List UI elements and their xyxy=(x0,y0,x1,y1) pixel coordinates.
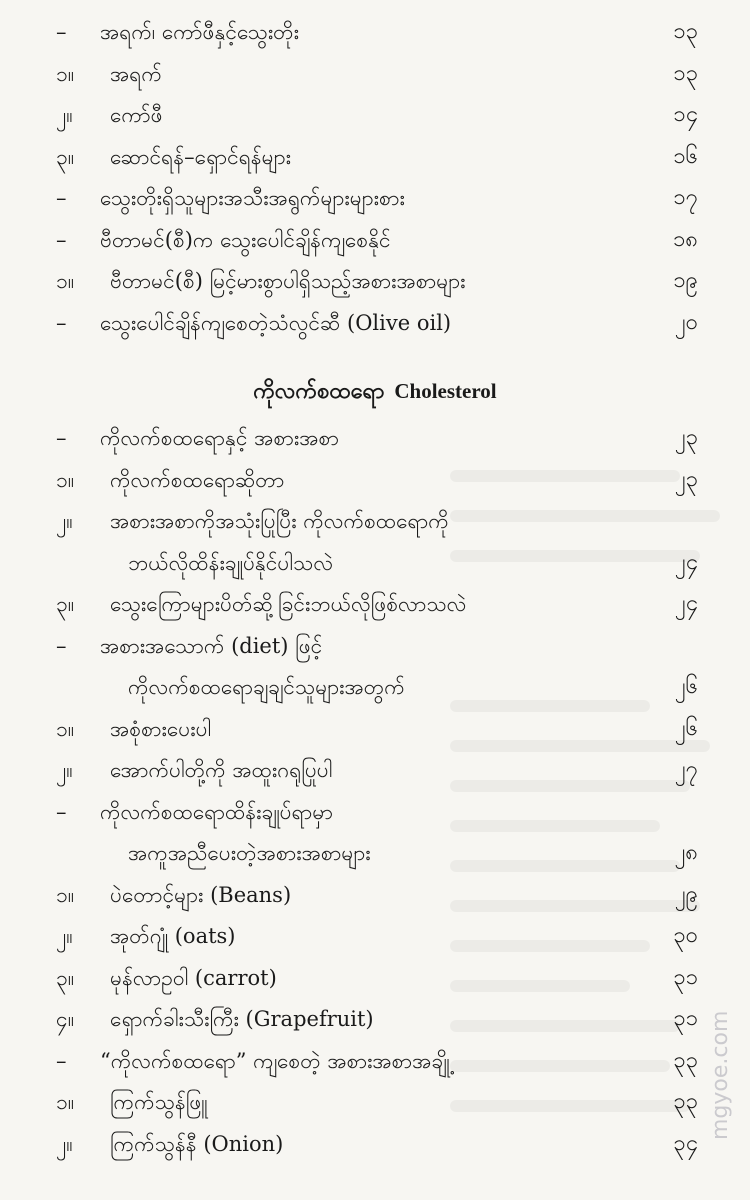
toc-entry xyxy=(0,93,750,137)
entry-title: ကော်ဖီ xyxy=(110,103,163,127)
toc-entry xyxy=(0,541,750,585)
entry-title: သွေးကြောများပိတ်ဆို့ခြင်းဘယ်လိုဖြစ်လာသလဲ xyxy=(110,592,467,616)
toc-entry xyxy=(0,499,750,543)
entry-title: သွေးပေါင်ချိန်ကျစေတဲ့သံလွင်ဆီ (Olive oil) xyxy=(100,310,452,335)
toc-entry xyxy=(0,956,750,1000)
entry-page-number: ၂၆ xyxy=(674,715,698,741)
entry-title: ကြက်သွန်ဖြူ xyxy=(110,1090,208,1114)
entry-title: အစုံစားပေးပါ xyxy=(110,716,212,741)
entry-page-number: ၃၄ xyxy=(673,1130,698,1156)
entry-number: ၃။ xyxy=(56,592,75,616)
entry-title: ဗီတာမင်(စီ)က သွေးပေါင်ချိန်ကျစေနိုင် xyxy=(100,227,391,252)
entry-title: အောက်ပါတို့ကို အထူးဂရုပြုပါ xyxy=(110,758,333,782)
entry-title: အစားအစာကိုအသုံးပြုပြီး ကိုလက်စထရောကို xyxy=(110,509,449,533)
toc-entry xyxy=(0,218,750,262)
entry-number: ၂။ xyxy=(56,924,73,948)
entry-page-number: ၁၈ xyxy=(673,226,698,252)
entry-title: ဗီတာမင်(စီ) မြင့်မားစွာပါရှိသည့်အစားအစာများ xyxy=(110,269,466,293)
entry-title: ပဲတောင့်များ (Beans) xyxy=(110,882,292,907)
toc-entry xyxy=(0,1039,750,1083)
toc-entry xyxy=(0,10,750,54)
entry-dash: – xyxy=(56,20,67,44)
entry-page-number: ၁၄ xyxy=(673,102,698,127)
entry-title: အရက်၊ ကော်ဖီနှင့်သွေးတိုး xyxy=(100,20,299,44)
entry-page-number: ၁၉ xyxy=(673,268,698,293)
entry-page-number: ၂၄ xyxy=(674,591,698,616)
entry-page-number: ၂၇ xyxy=(674,757,698,782)
entry-title: ဆောင်ရန်–ရှောင်ရန်များ xyxy=(110,144,291,169)
toc-entry xyxy=(0,790,750,834)
toc-entry xyxy=(0,582,750,626)
entry-number: ၂။ xyxy=(56,509,73,533)
entry-dash: – xyxy=(56,633,67,658)
entry-title: ကိုလက်စထရောနှင့် အစားအစာ xyxy=(100,426,339,450)
toc-entry xyxy=(0,914,750,958)
entry-page-number: ၁၃ xyxy=(673,19,698,44)
toc-entry xyxy=(0,873,750,917)
entry-title: မုန်လာဥဝါ (carrot) xyxy=(110,965,277,990)
entry-page-number: ၂၃ xyxy=(674,425,698,450)
toc-entry xyxy=(0,135,750,179)
entry-title: ကြက်သွန်နီ (Onion) xyxy=(110,1131,284,1156)
entry-dash: – xyxy=(56,426,67,450)
entry-number: ၂။ xyxy=(56,103,73,127)
entry-number: ၁။ xyxy=(56,716,75,741)
toc-entry xyxy=(0,176,750,220)
entry-page-number: ၃၃ xyxy=(673,1047,698,1073)
entry-number: ၄။ xyxy=(56,1007,75,1031)
entry-page-number: ၃၁ xyxy=(673,964,698,990)
entry-number: ၁။ xyxy=(56,882,75,907)
entry-dash: – xyxy=(56,310,67,335)
entry-page-number: ၃၀ xyxy=(673,923,698,948)
entry-page-number: ၃၁ xyxy=(673,1006,698,1031)
entry-number: ၂။ xyxy=(56,1131,73,1156)
entry-title: ကိုလက်စထရောချချင်သူများအတွက် xyxy=(128,675,405,699)
watermark: mgyoe.com xyxy=(708,1010,733,1140)
toc-entry xyxy=(0,831,750,875)
entry-number: ၃။ xyxy=(56,965,75,990)
entry-page-number: ၂၄ xyxy=(674,549,698,575)
entry-page-number: ၁၆ xyxy=(673,143,698,169)
entry-dash: – xyxy=(56,1048,67,1073)
toc-entry xyxy=(0,997,750,1041)
entry-page-number: ၂၀ xyxy=(674,309,698,335)
entry-number: ၁။ xyxy=(56,61,75,86)
entry-number: ၁။ xyxy=(56,269,75,293)
toc-entry xyxy=(0,259,750,303)
heading-english: Cholesterol xyxy=(394,379,497,403)
entry-page-number: ၁၇ xyxy=(673,185,698,210)
toc-entry xyxy=(0,458,750,502)
entry-page-number: ၂၃ xyxy=(674,466,698,492)
entry-title: ကိုလက်စထရောထိန်းချုပ်ရာမှာ xyxy=(100,799,333,824)
toc-entry xyxy=(0,624,750,668)
toc-entry xyxy=(0,1080,750,1124)
toc-entry xyxy=(0,707,750,751)
entry-title: သွေးတိုးရှိသူများအသီးအရွက်များများစား xyxy=(100,186,405,210)
entry-number: ၁။ xyxy=(56,467,75,492)
toc-entry xyxy=(0,52,750,96)
entry-number: ၃။ xyxy=(56,144,75,169)
entry-title: ကိုလက်စထရောဆိုတာ xyxy=(110,467,285,492)
entry-title: ရှောက်ခါးသီးကြီး (Grapefruit) xyxy=(110,1007,374,1031)
heading-myanmar: ကိုလက်စထရော xyxy=(253,378,385,404)
entry-page-number: ၂၆ xyxy=(674,674,698,699)
toc-entry xyxy=(0,416,750,460)
toc-entry xyxy=(0,1122,750,1166)
toc-entry xyxy=(0,748,750,792)
entry-title: အုတ်ဂျုံ (oats) xyxy=(110,924,236,948)
toc-entry xyxy=(0,301,750,345)
entry-title: “ကိုလက်စထရော” ကျစေတဲ့ အစားအစာအချို့ xyxy=(100,1048,450,1073)
toc-entry xyxy=(0,665,750,709)
entry-number: ၂။ xyxy=(56,758,73,782)
entry-page-number: ၂၈ xyxy=(674,840,698,865)
entry-dash: – xyxy=(56,799,67,824)
entry-page-number: ၂၉ xyxy=(674,881,698,907)
entry-title: အကူအညီပေးတဲ့အစားအစာများ xyxy=(128,841,371,865)
entry-title: အရက် xyxy=(110,61,162,86)
entry-title: ဘယ်လိုထိန်းချုပ်နိုင်ပါသလဲ xyxy=(128,550,334,575)
section-heading xyxy=(0,369,750,413)
entry-page-number: ၃၃ xyxy=(673,1089,698,1114)
entry-number: ၁။ xyxy=(56,1090,75,1114)
entry-page-number: ၁၃ xyxy=(673,60,698,86)
entry-dash: – xyxy=(56,186,67,210)
entry-dash: – xyxy=(56,227,67,252)
entry-title: အစားအသောက် (diet) ဖြင့် xyxy=(100,633,323,658)
